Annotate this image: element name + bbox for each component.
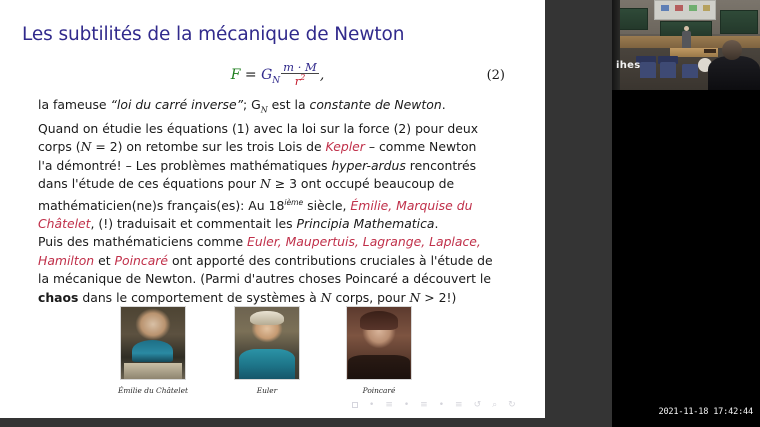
inverse-square-law-quote: “loi du carré inverse” [110, 97, 243, 112]
undo-icon[interactable]: ↺ [473, 399, 482, 410]
page-frame-icon[interactable] [352, 402, 358, 408]
equation-block [0, 60, 545, 94]
name-emilie-du-chatelet: Émilie, Marquise du [350, 197, 473, 213]
lecture-hall-video-frame [612, 0, 760, 90]
slide-body-text [38, 96, 516, 307]
equation-denominator: $r^2$ [281, 73, 319, 87]
text-run: – comme Newton [364, 139, 477, 155]
blackboard-right [720, 10, 758, 34]
body-line-4 [38, 157, 516, 175]
equation-number: (2) [486, 68, 505, 83]
projection-screen [654, 0, 716, 20]
figure-caption: Poincaré [362, 386, 396, 395]
equation-numerator: m · M [283, 60, 317, 74]
next-slide-icon[interactable]: ≡ [420, 399, 428, 410]
body-line-7 [38, 215, 516, 233]
text-run: corps ( [38, 139, 81, 155]
body-line-2 [38, 120, 516, 138]
ordinal-superscript: ième [284, 197, 304, 207]
figure-caption: Émilie du Châtelet [118, 386, 188, 395]
left-pillar [612, 0, 620, 90]
pdf-navigation-toolbar[interactable] [352, 396, 542, 414]
text-run: > 2!) [420, 289, 457, 305]
body-line-11 [38, 289, 516, 307]
term-chaos: chaos [38, 289, 79, 305]
body-line-8 [38, 233, 516, 251]
text-run: ont apporté des contributions cruciales à l'étude de [168, 252, 493, 268]
name-kepler: Kepler [325, 139, 365, 155]
text-run: la fameuse [38, 97, 107, 112]
text-run: = 2) on retombe sur les trois Lois de [91, 139, 326, 155]
text-run: dans l'étude de ces équations pour [38, 176, 260, 192]
redo-icon[interactable]: ↻ [508, 399, 516, 410]
newton-gravitation-equation [0, 62, 545, 88]
lecture-video-panel[interactable] [612, 0, 760, 427]
text-run: ; G [243, 97, 261, 112]
screen-content-block [703, 5, 710, 11]
names-mathematicians: Euler, Maupertuis, Lagrange, Laplace, [247, 234, 481, 250]
newton-constant-phrase: constante de Newton [309, 97, 442, 112]
subscript-n: N [260, 105, 268, 115]
speaker-body [682, 31, 691, 48]
portrait-gallery [118, 306, 418, 406]
equation-force-symbol: F [230, 66, 241, 83]
text-run: siècle, [303, 197, 351, 213]
name-poincare: Poincaré [114, 252, 169, 268]
name-chatelet-cont: Châtelet [38, 216, 91, 232]
text-run: ≥ 3 ont occupé beaucoup de [270, 176, 455, 192]
equation-equals: = [244, 66, 257, 83]
text-run: rencontrés [405, 157, 477, 173]
variable-n: N [320, 289, 332, 305]
text-run: . [441, 97, 446, 112]
text-run: mathématicien(ne)s français(es): Au 18 [38, 197, 285, 213]
previous-slide-icon[interactable]: ≡ [385, 399, 393, 410]
speaker-figure [682, 26, 691, 48]
body-line-3 [38, 138, 516, 156]
text-run: dans le comportement de systèmes à [78, 289, 321, 305]
foreground-attendee-body [708, 56, 760, 90]
body-line-5 [38, 175, 516, 193]
auditorium-seat [660, 62, 676, 78]
auditorium-seat [682, 64, 698, 78]
variable-n: N [80, 139, 92, 155]
ihes-watermark: ihes [616, 60, 641, 71]
variable-n: N [259, 176, 271, 192]
figure-caption: Euler [256, 386, 278, 395]
screen-content-block [689, 5, 697, 11]
equation-comma: , [319, 66, 325, 83]
equation-fraction [281, 61, 319, 87]
text-run: Quand on étudie les équations (1) avec la loi sur la force (2) pour deux [38, 120, 479, 136]
video-timestamp: 2021-11-18 17:42:44 [658, 407, 753, 417]
search-icon[interactable]: ⌕ [492, 399, 498, 410]
principia-mathematica-title: Principia Mathematica [296, 216, 435, 232]
figure-poincare [346, 306, 412, 395]
desk-object [704, 49, 716, 53]
portrait-image-emilie-du-chatelet [120, 306, 186, 380]
text-run: corps, pour [331, 289, 410, 305]
screen-content-block [675, 5, 683, 11]
variable-n: N [409, 289, 421, 305]
figure-emilie-du-chatelet [118, 306, 188, 395]
hyper-ardus-emphasis: hyper-ardus [331, 157, 406, 173]
bullet-icon[interactable]: • [403, 399, 410, 410]
body-line-1 [38, 96, 516, 120]
portrait-image-poincare [346, 306, 412, 380]
body-line-9 [38, 252, 516, 270]
figure-euler [234, 306, 300, 395]
text-run: la mécanique de Newton. (Parmi d'autres choses Poincaré a découvert le [38, 271, 491, 287]
text-run: l'a démontré! – Les problèmes mathématiques [38, 157, 332, 173]
foreground-attendee-head [722, 40, 742, 60]
name-hamilton: Hamilton [38, 252, 95, 268]
portrait-image-euler [234, 306, 300, 380]
text-run: Puis des mathématiciens comme [38, 234, 248, 250]
body-line-6 [38, 194, 516, 216]
text-run: . [434, 216, 439, 232]
page-title: Les subtilités de la mécanique de Newton [22, 24, 405, 45]
body-line-10 [38, 270, 516, 288]
auditorium-seat [640, 62, 656, 78]
bullet-icon[interactable]: • [438, 399, 445, 410]
text-run: est la [267, 97, 310, 112]
bullet-icon[interactable]: • [369, 399, 375, 410]
text-run: , (!) traduisait et commentait les [90, 216, 297, 232]
equation-gravitational-constant: $G_N$ [261, 66, 281, 86]
last-slide-icon[interactable]: ≡ [455, 399, 463, 410]
text-run: et [94, 252, 115, 268]
screen-content-block [661, 5, 669, 11]
